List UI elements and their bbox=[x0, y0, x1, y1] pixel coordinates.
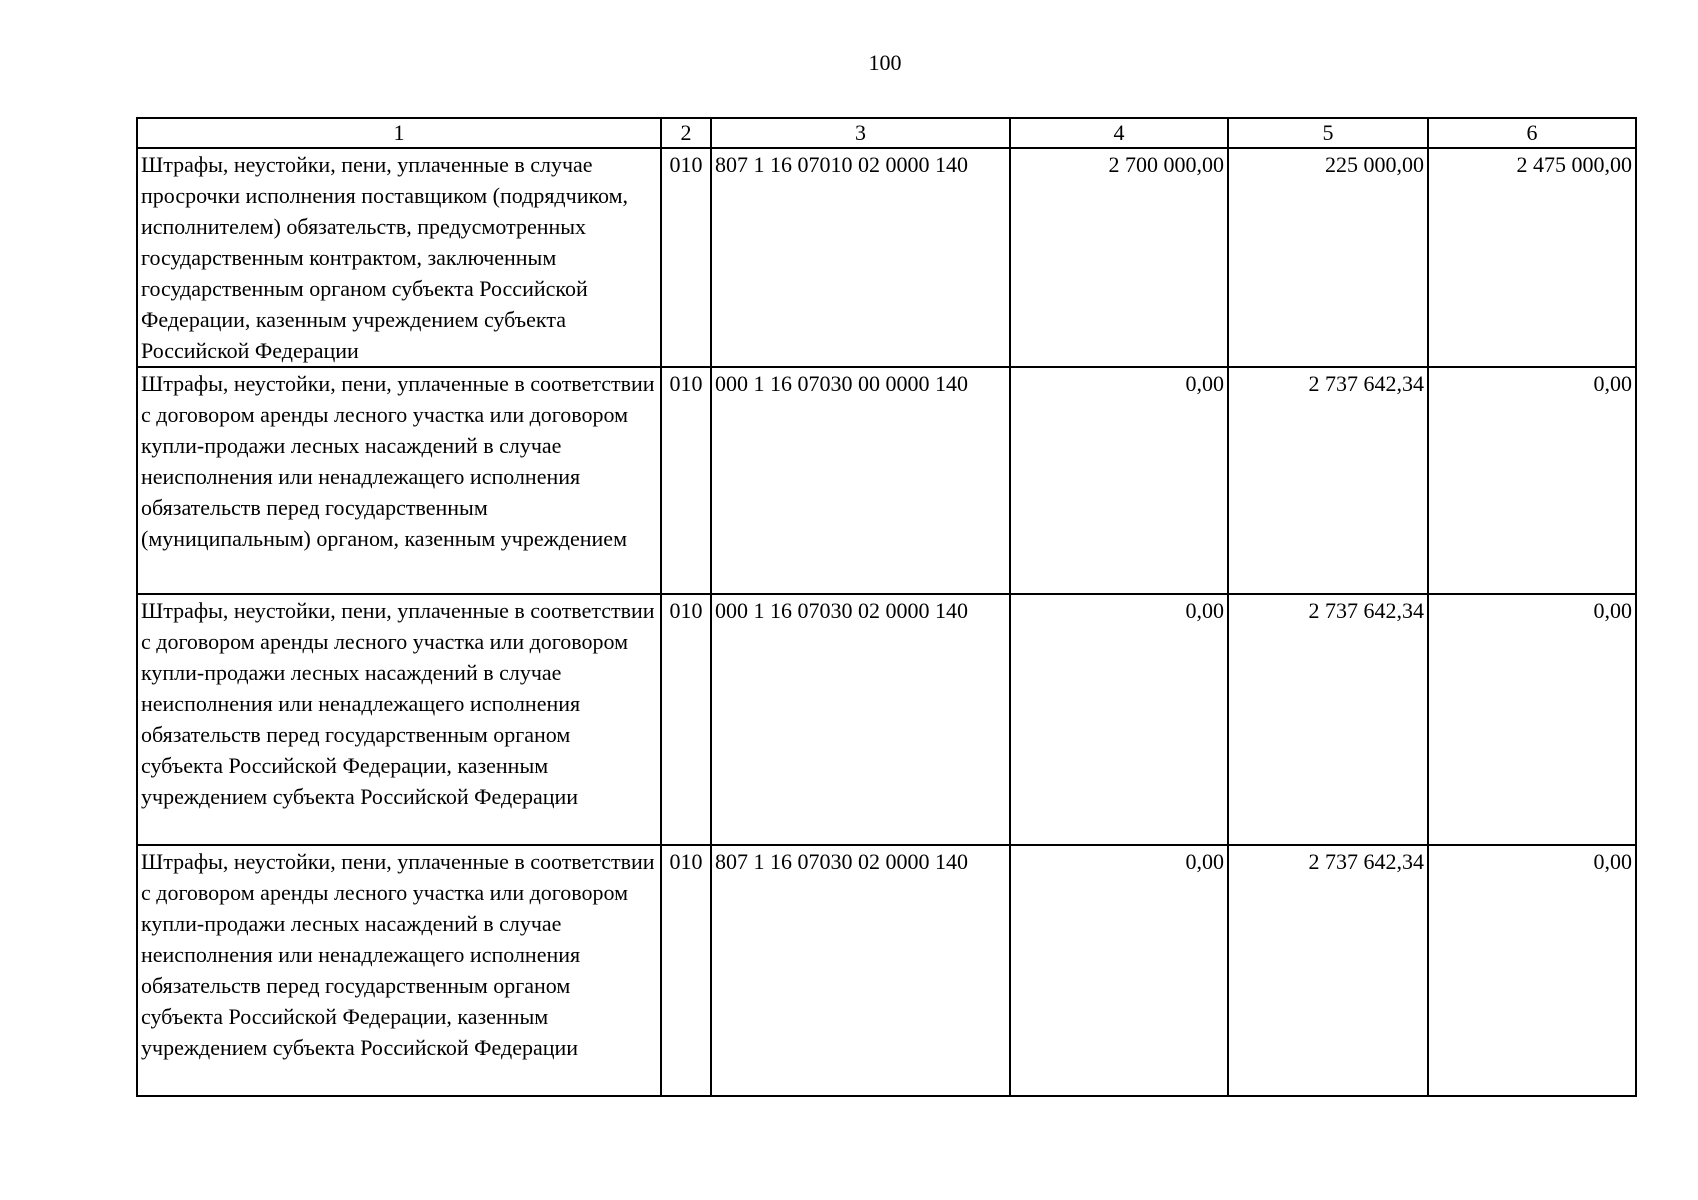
row-name-cell: Штрафы, неустойки, пени, уплаченные в соответствии с договором аренды лесного участка или договором купли-продажи лесных насаждений в случае неисполнения или ненадлежащего исполнения обязательств перед государственным органом субъекта Российской Федерации, казенным учреждением субъекта Российской Федерации bbox=[137, 594, 661, 845]
row-col5-cell: 2 737 642,34 bbox=[1228, 594, 1428, 845]
row-budget-code-cell: 000 1 16 07030 02 0000 140 bbox=[711, 594, 1010, 845]
revenue-table bbox=[136, 117, 1637, 1097]
table-row bbox=[137, 148, 1636, 367]
row-name-cell: Штрафы, неустойки, пени, уплаченные в соответствии с договором аренды лесного участка или договором купли-продажи лесных насаждений в случае неисполнения или ненадлежащего исполнения обязательств перед государственным органом субъекта Российской Федерации, казенным учреждением субъекта Российской Федерации bbox=[137, 845, 661, 1096]
column-header-1: 1 bbox=[137, 118, 661, 148]
table-row bbox=[137, 845, 1636, 1096]
row-budget-code-cell: 807 1 16 07010 02 0000 140 bbox=[711, 148, 1010, 367]
page-number: 100 bbox=[868, 50, 902, 75]
column-header-4: 4 bbox=[1010, 118, 1228, 148]
row-col6-cell: 2 475 000,00 bbox=[1428, 148, 1636, 367]
row-line-code-cell: 010 bbox=[661, 148, 711, 367]
header-row bbox=[137, 118, 1636, 148]
column-header-3: 3 bbox=[711, 118, 1010, 148]
row-col6-cell: 0,00 bbox=[1428, 845, 1636, 1096]
column-header-6: 6 bbox=[1428, 118, 1636, 148]
row-col5-cell: 2 737 642,34 bbox=[1228, 845, 1428, 1096]
row-name-cell: Штрафы, неустойки, пени, уплаченные в случае просрочки исполнения поставщиком (подрядчиком, исполнителем) обязательств, предусмотренных государственным контрактом, заключенным государственным органом субъекта Российской Федерации, казенным учреждением субъекта Российской Федерации bbox=[137, 148, 661, 367]
row-line-code-cell: 010 bbox=[661, 594, 711, 845]
column-header-2: 2 bbox=[661, 118, 711, 148]
row-col4-cell: 0,00 bbox=[1010, 594, 1228, 845]
row-col6-cell: 0,00 bbox=[1428, 594, 1636, 845]
row-line-code-cell: 010 bbox=[661, 845, 711, 1096]
table-row bbox=[137, 594, 1636, 845]
row-budget-code-cell: 807 1 16 07030 02 0000 140 bbox=[711, 845, 1010, 1096]
row-line-code-cell: 010 bbox=[661, 367, 711, 594]
row-col4-cell: 0,00 bbox=[1010, 845, 1228, 1096]
row-col5-cell: 225 000,00 bbox=[1228, 148, 1428, 367]
row-col4-cell: 2 700 000,00 bbox=[1010, 148, 1228, 367]
row-col6-cell: 0,00 bbox=[1428, 367, 1636, 594]
row-col4-cell: 0,00 bbox=[1010, 367, 1228, 594]
column-header-5: 5 bbox=[1228, 118, 1428, 148]
row-col5-cell: 2 737 642,34 bbox=[1228, 367, 1428, 594]
table-row bbox=[137, 367, 1636, 594]
row-budget-code-cell: 000 1 16 07030 00 0000 140 bbox=[711, 367, 1010, 594]
row-name-cell: Штрафы, неустойки, пени, уплаченные в соответствии с договором аренды лесного участка или договором купли-продажи лесных насаждений в случае неисполнения или ненадлежащего исполнения обязательств перед государственным (муниципальным) органом, казенным учреждением bbox=[137, 367, 661, 594]
